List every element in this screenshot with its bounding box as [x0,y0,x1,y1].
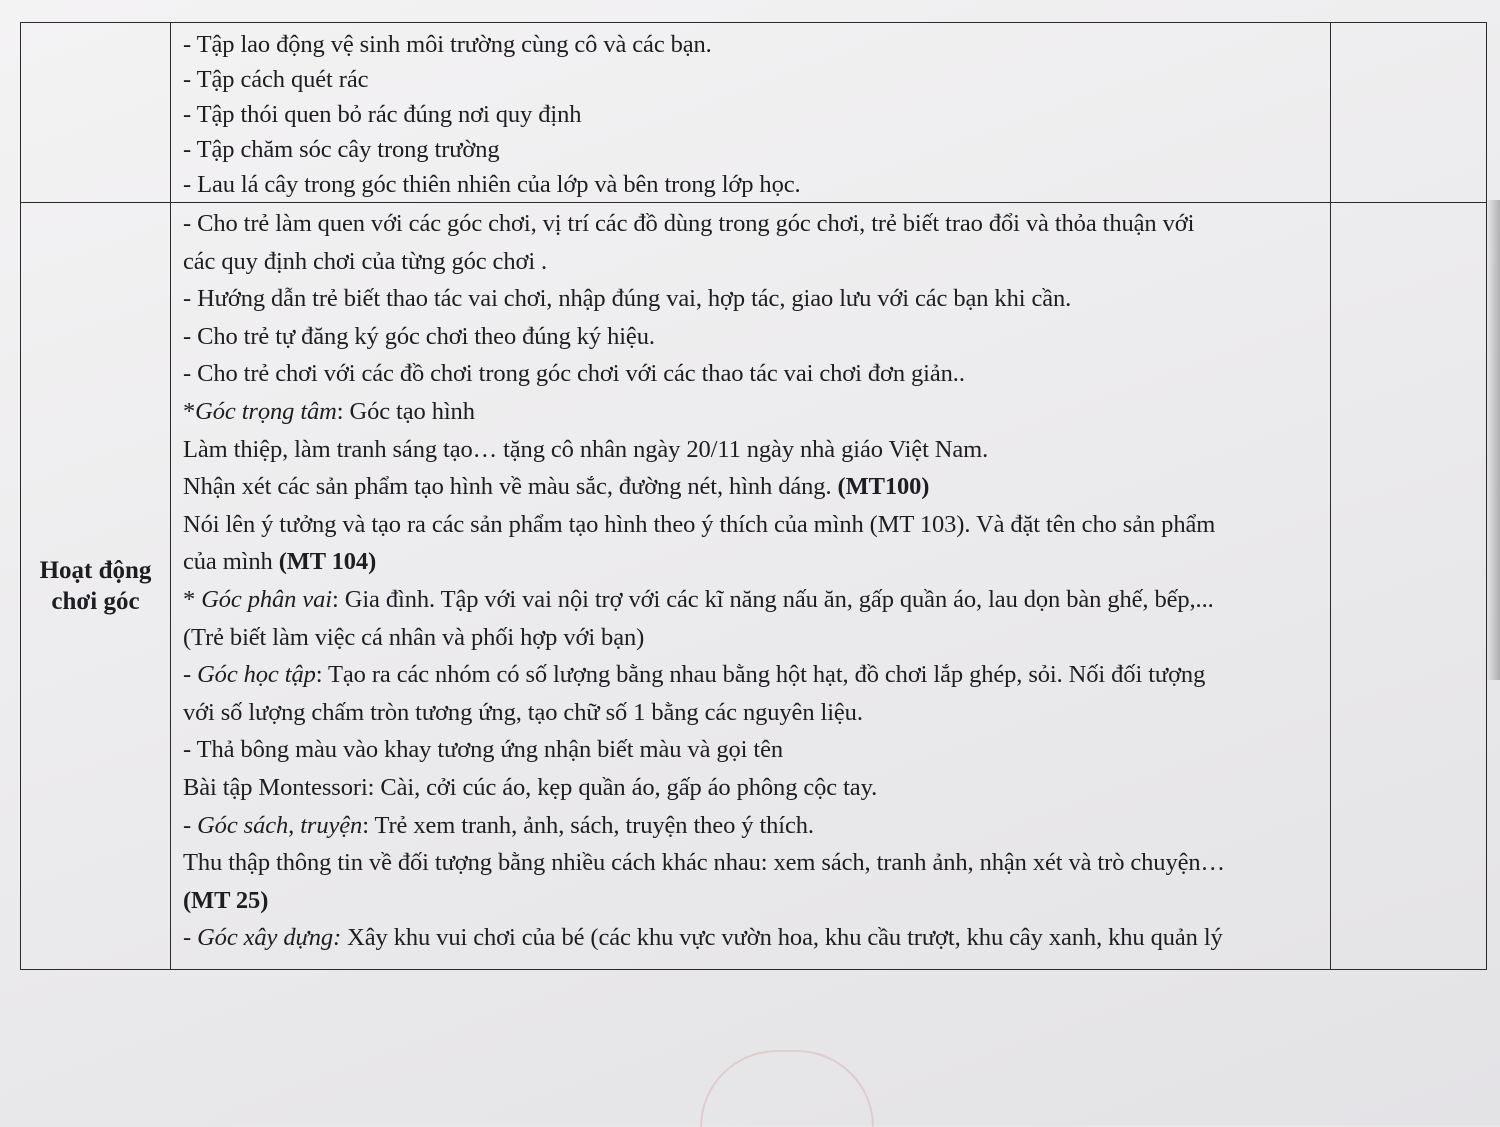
objective-code: (MT 25) [183,886,269,914]
line-text: Nhận xét các sản phẩm tạo hình về màu sắc, đường nét, hình dáng. [183,473,838,501]
content-line-focus-corner [183,393,1330,431]
content-line: các quy định chơi của từng góc chơi . [183,247,548,275]
content-line: - Hướng dẫn trẻ biết thao tác vai chơi, nhập đúng vai, hợp tác, giao lưu với các bạn khi cần. [183,285,1072,313]
line-rest: Xây khu vui chơi của bé (các khu vực vườn hoa, khu cầu trượt, khu cây xanh, khu quản lý [341,924,1223,952]
table-row-corner-play [21,203,1487,970]
content-line-learning-corner [183,656,1330,694]
line-prefix: * [183,397,196,425]
page-edge-shadow [1486,200,1500,680]
corner-name: Góc trọng tâm [195,397,337,425]
content-line: - Lau lá cây trong góc thiên nhiên của lớp và bên trong lớp học. [183,171,801,198]
line-prefix: - [183,924,198,952]
content-line: (Trẻ biết làm việc cá nhân và phối hợp với bạn) [183,623,645,651]
line-rest: : Trẻ xem tranh, ảnh, sách, truyện theo ý thích. [362,811,814,839]
row-note-cell [1331,203,1487,970]
row-label-line: Hoạt động [39,557,152,584]
corner-name: Góc sách, truyện [197,811,363,839]
corner-name: Góc phân vai [201,585,332,613]
line-text: của mình [183,548,279,576]
content-line: Nói lên ý tưởng và tạo ra các sản phẩm tạo hình theo ý thích của mình (MT 103). Và đặt tên cho sản phẩm [183,510,1216,538]
content-line: - Tập lao động vệ sinh môi trường cùng cô và các bạn. [183,31,712,58]
row-content-cell-corner-play [171,203,1331,970]
line-rest: : Tạo ra các nhóm có số lượng bằng nhau bằng hột hạt, đồ chơi lắp ghép, sỏi. Nối đối tượng [315,661,1206,689]
row-label-cell-corner-play [21,203,171,970]
content-line [183,468,1330,506]
content-line: - Tập thói quen bỏ rác đúng nơi quy định [183,101,582,128]
content-line: Bài tập Montessori: Cài, cởi cúc áo, kẹp quần áo, gấp áo phông cộc tay. [183,773,878,801]
row-content-cell-cleaning [171,23,1331,203]
content-line: Thu thập thông tin về đối tượng bằng nhiều cách khác nhau: xem sách, tranh ảnh, nhận xét và trò chuyện… [183,849,1225,877]
corner-name: Góc học tập [197,661,316,689]
lesson-plan-table [20,22,1487,970]
content-line: - Tập chăm sóc cây trong trường [183,136,500,163]
line-prefix: - [183,661,198,689]
line-rest: : Góc tạo hình [336,397,475,425]
corner-name: Góc xây dựng: [197,924,342,952]
content-line [183,882,1330,920]
content-line [183,543,1330,581]
line-prefix: * [183,585,202,613]
content-line: - Cho trẻ chơi với các đồ chơi trong góc chơi với các thao tác vai chơi đơn giản.. [183,360,965,388]
objective-code: (MT100) [837,473,930,501]
content-line: - Cho trẻ làm quen với các góc chơi, vị trí các đồ dùng trong góc chơi, trẻ biết trao đổi và thỏa thuận với [183,210,1195,237]
content-line: - Tập cách quét rác [183,66,369,93]
row-note-cell [1331,23,1487,203]
objective-code: (MT 104) [278,548,377,576]
line-rest: : Gia đình. Tập với vai nội trợ với các kĩ năng nấu ăn, gấp quần áo, lau dọn bàn ghế, bếp,... [332,585,1214,613]
line-prefix: - [183,811,198,839]
table-row-cleaning [21,23,1487,203]
content-line: - Thả bông màu vào khay tương ứng nhận biết màu và gọi tên [183,736,784,764]
content-line-building-corner [183,919,1330,957]
content-line-book-corner [183,807,1330,845]
row-label-line: chơi góc [51,588,140,615]
content-line: - Cho trẻ tự đăng ký góc chơi theo đúng ký hiệu. [183,322,655,350]
content-line: Làm thiệp, làm tranh sáng tạo… tặng cô nhân ngày 20/11 ngày nhà giáo Việt Nam. [183,435,989,463]
content-line-role-play [183,581,1330,619]
row-label-cell-empty [21,23,171,203]
content-line: với số lượng chấm tròn tương ứng, tạo chữ số 1 bằng các nguyên liệu. [183,698,863,726]
